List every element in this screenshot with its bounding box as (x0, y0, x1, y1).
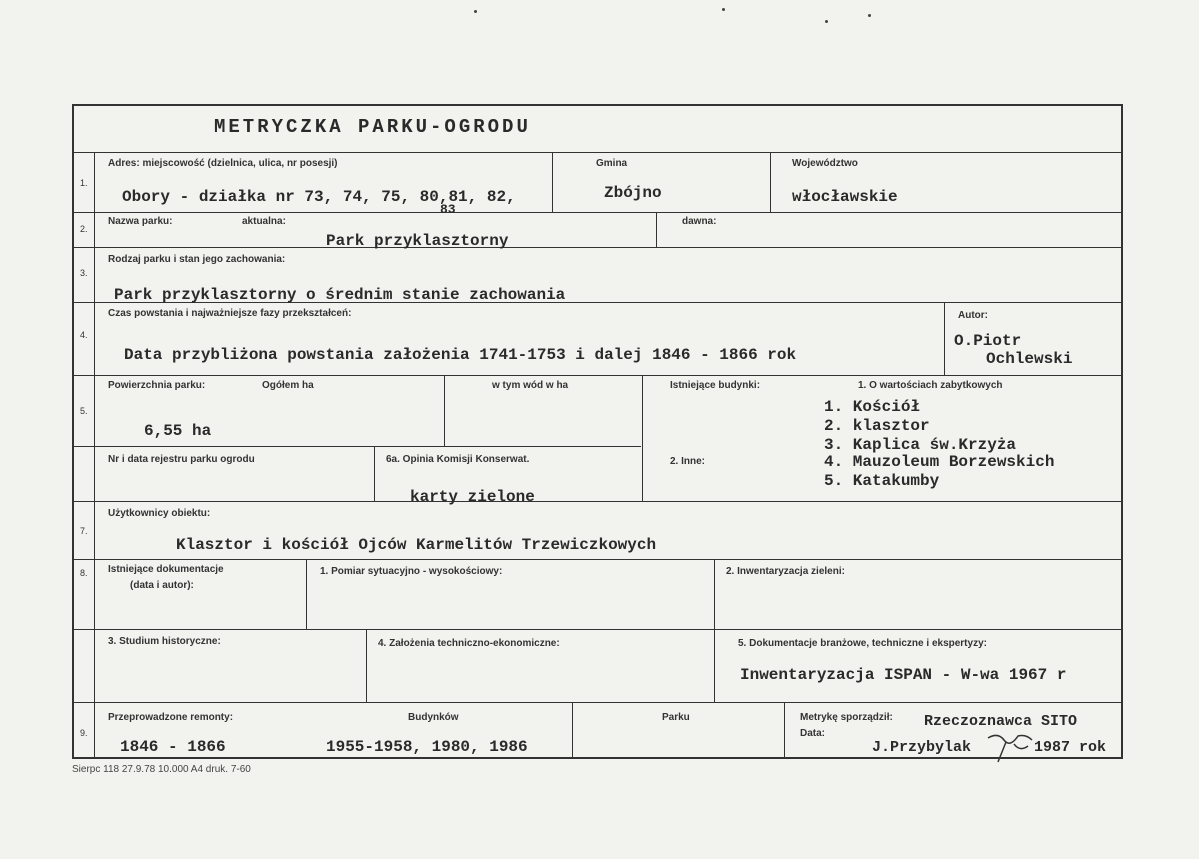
number-column-divider (94, 152, 95, 759)
park-record-form (72, 104, 1123, 759)
users-label: Użytkownicy obiektu: (108, 508, 211, 519)
area-label: Powierzchnia parku: (108, 380, 206, 391)
commission-opinion-label: 6a. Opinia Komisji Konserwat. (386, 454, 530, 465)
row-number: 3. (80, 268, 88, 278)
year-value: 1987 rok (1034, 739, 1107, 756)
park-name-label: Nazwa parku: (108, 216, 173, 227)
row-divider (74, 152, 1121, 153)
documentation-label: Istniejące dokumentacje (108, 564, 224, 575)
heritage-value-label: 1. O wartościach zabytkowych (858, 380, 1003, 391)
users-value: Klasztor i kościół Ojców Karmelitów Trzewiczkowych (176, 536, 657, 554)
technical-assumptions-label: 4. Założenia techniczno-ekonomiczne: (378, 638, 560, 649)
col-divider (374, 446, 375, 501)
wojewodztwo-value: włocławskie (792, 188, 898, 206)
row-divider (74, 629, 1121, 630)
row-divider (74, 446, 641, 447)
water-area-label: w tym wód w ha (492, 380, 569, 391)
current-name-value: Park przyklasztorny (326, 232, 509, 250)
row-number: 1. (80, 178, 88, 188)
other-label: 2. Inne: (670, 456, 706, 467)
row-number: 9. (80, 728, 88, 738)
branch-documentation-value: Inwentaryzacja ISPAN - W-wa 1967 r (740, 666, 1067, 684)
print-footer: Sierpc 118 27.9.78 10.000 A4 druk. 7-60 (72, 764, 251, 775)
col-divider (714, 559, 715, 702)
row-number: 8. (80, 568, 88, 578)
row-divider (74, 702, 1121, 703)
commission-opinion-value: karty zielone (410, 488, 535, 506)
row-number: 5. (80, 406, 88, 416)
documentation-label-line2: (data i autor): (130, 580, 194, 591)
col-divider (770, 152, 771, 212)
row-number: 2. (80, 224, 88, 234)
survey-label: 1. Pomiar sytuacyjno - wysokościowy: (320, 566, 503, 577)
park-type-label: Rodzaj parku i stan jego zachowania: (108, 254, 286, 265)
branch-documentation-label: 5. Dokumentacje branżowe, techniczne i ekspertyzy: (738, 638, 987, 649)
park-renovation-label: Parku (662, 712, 690, 723)
buildings-item: 3. Kaplica św.Krzyża (824, 436, 1017, 454)
buildings-renovation-value: 1955-1958, 1980, 1986 (326, 738, 528, 756)
historical-study-label: 3. Studium historyczne: (108, 636, 221, 647)
row-number: 4. (80, 330, 88, 340)
buildings-item: 1. Kościół (824, 398, 921, 416)
row-divider (74, 375, 1121, 376)
col-divider (444, 375, 445, 446)
gmina-value: Zbójno (604, 184, 662, 202)
author-label: Autor: (958, 310, 988, 321)
col-divider (944, 302, 945, 375)
gmina-label: Gmina (596, 158, 628, 169)
total-area-value: 6,55 ha (144, 422, 212, 440)
col-divider (306, 559, 307, 629)
former-name-label: dawna: (682, 216, 717, 227)
buildings-item: 4. Mauzoleum Borzewskich (824, 453, 1055, 471)
buildings-renovation-label: Budynków (408, 712, 459, 723)
row-divider (74, 559, 1121, 560)
paper-speck (868, 14, 871, 17)
author-line1: O.Piotr (954, 332, 1022, 350)
date-label: Data: (800, 728, 826, 739)
current-name-label: aktualna: (242, 216, 286, 227)
paper-speck (474, 10, 477, 13)
address-extra-value: 83 (440, 202, 456, 217)
col-divider (552, 152, 553, 212)
row-divider (74, 247, 1121, 248)
author-line2: Ochlewski (986, 350, 1073, 368)
prepared-by-label: Metrykę sporządził: (800, 712, 893, 723)
wojewodztwo-label: Województwo (792, 158, 858, 169)
row-divider (74, 501, 1121, 502)
creation-time-label: Czas powstania i najważniejsze fazy przekształceń: (108, 308, 352, 319)
form-title: METRYCZKA PARKU-OGRODU (214, 116, 531, 138)
total-area-label: Ogółem ha (262, 380, 314, 391)
renovations-value: 1846 - 1866 (120, 738, 226, 756)
row-divider (74, 212, 1121, 213)
prepared-by-value: Rzeczoznawca SITO (924, 713, 1078, 730)
buildings-item: 2. klasztor (824, 417, 930, 435)
address-label: Adres: miejscowość (dzielnica, ulica, nr posesji) (108, 158, 338, 169)
row-number: 7. (80, 526, 88, 536)
creation-time-value: Data przybliżona powstania założenia 1741-1753 i dalej 1846 - 1866 rok (124, 346, 797, 364)
signature (984, 728, 1044, 768)
col-divider (784, 702, 785, 759)
col-divider (656, 212, 657, 247)
greenery-inventory-label: 2. Inwentaryzacja zieleni: (726, 566, 845, 577)
buildings-label: Istniejące budynki: (670, 380, 761, 391)
register-label: Nr i data rejestru parku ogrodu (108, 454, 255, 465)
paper-speck (825, 20, 828, 23)
col-divider (642, 375, 643, 501)
park-type-value: Park przyklasztorny o średnim stanie zachowania (114, 286, 566, 304)
renovations-label: Przeprowadzone remonty: (108, 712, 234, 723)
address-value: Obory - działka nr 73, 74, 75, 80,81, 82, (122, 188, 516, 206)
author-name-value: J.Przybylak (872, 739, 972, 756)
paper-speck (722, 8, 725, 11)
col-divider (572, 702, 573, 759)
col-divider (366, 629, 367, 702)
buildings-item: 5. Katakumby (824, 472, 940, 490)
